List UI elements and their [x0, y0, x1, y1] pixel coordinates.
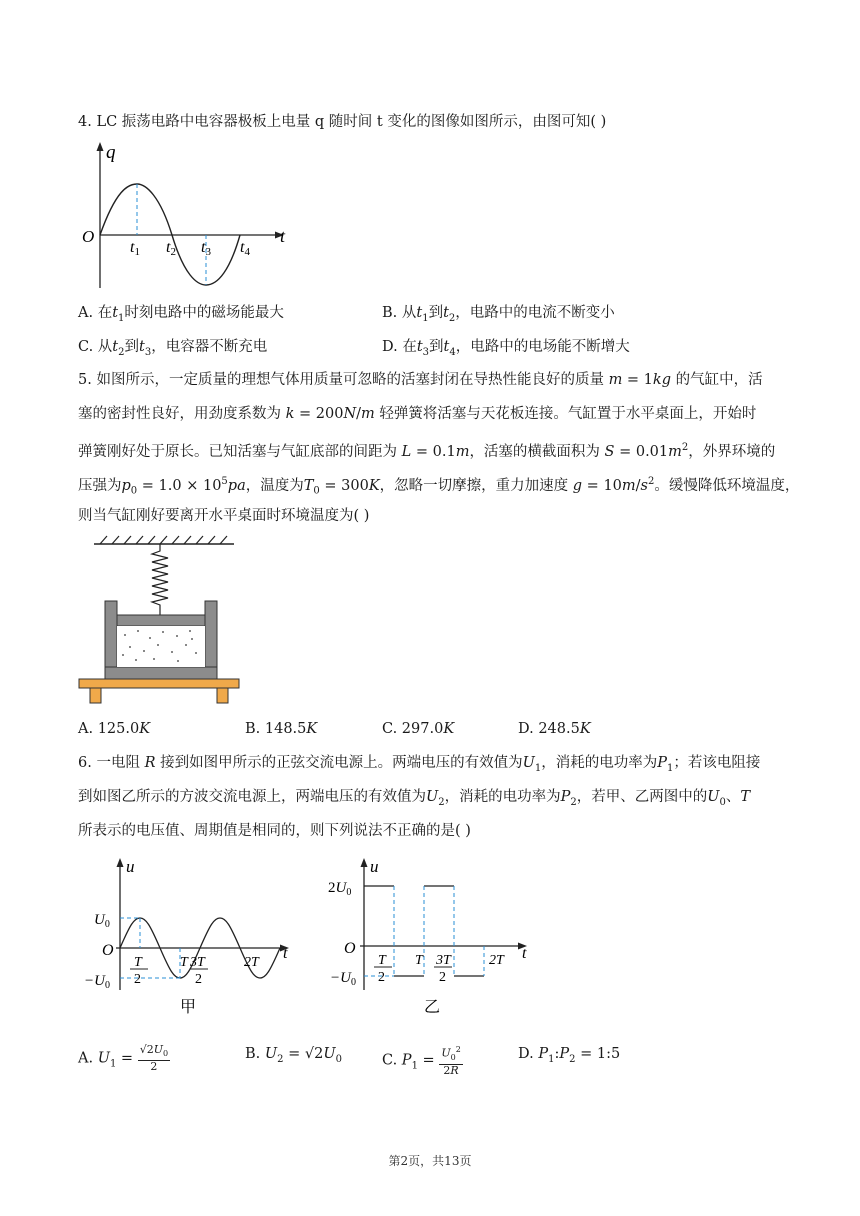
svg-text:U0: $U_0$ [94, 912, 110, 930]
svg-text:2T: 2T [489, 953, 504, 968]
q6-graph-yi [328, 850, 548, 1020]
q4-axis-t: t [280, 226, 286, 246]
q6-option-d: D. $P_1:P_2$ = 1:5 [518, 1046, 621, 1065]
svg-text:t: t [283, 945, 288, 962]
q6-line-1: 6. 一电阻 R 接到如图甲所示的正弦交流电源上。两端电压的有效值为$U_1$，消耗的电功率为$P_1$；若该电阻接 [78, 755, 761, 774]
q6-line-2: 到如图乙所示的方波交流电源上，两端电压的有效值为$U_2$，消耗的电功率为$P_2$，若甲、乙两图中的$U_0$、T [78, 789, 751, 808]
q6-caption-yi: 乙 [424, 999, 441, 1016]
q5-option-c: C. 297.0K [382, 721, 455, 737]
q5-line-1: 5. 如图所示，一定质量的理想气体用质量可忽略的活塞封闭在导热性能良好的质量 m = 1kg 的气缸中，活 [78, 372, 763, 388]
q4-origin: O [82, 227, 95, 246]
q6-option-b: B. $U_2 = √2U_0$ [245, 1046, 342, 1065]
svg-text:u: u [126, 857, 135, 876]
svg-text:2: 2 [195, 972, 202, 987]
q5-cylinder-diagram [78, 535, 243, 707]
svg-text:O: O [102, 942, 114, 959]
q4-t4: t4 [240, 239, 250, 258]
q6-option-a: A. $U_1$ = $\frac{√2U_0}{2}$ [78, 1043, 169, 1074]
svg-text:T: T [180, 955, 188, 970]
q5-option-d: D. 248.5K [518, 721, 591, 737]
q4-t2: t2 [166, 239, 176, 258]
svg-text:T: T [134, 955, 142, 970]
q5-option-a: A. 125.0K [78, 721, 151, 737]
q6-option-c: C. $P_1$ = $\frac{U_0^2}{2R}$ [382, 1045, 461, 1077]
q4-option-c: C. 从$t_2$到$t_3$，电容器不断充电 [78, 339, 268, 358]
q4-graph [80, 140, 300, 290]
page-footer: 第2页，共13页 [388, 1154, 472, 1168]
svg-text:2U0: $2U_0$ [328, 880, 352, 898]
q5-line-4: 压强为$p_0 = 1.0 \times 10^5pa$，温度为$T_0 = 300K$，忽略一切摩擦，重力加速度 $g = 10m/s^2$。缓慢降低环境温度， [78, 476, 800, 497]
q4-option-d: D. 在$t_3$到$t_4$，电路中的电场能不断增大 [382, 339, 630, 358]
q5-line-2: 塞的密封性良好，用劲度系数为 k = 200N/m 轻弹簧将活塞与天花板连接。气缸置于水平桌面上，开始时 [78, 406, 757, 422]
q6-line-3: 所表示的电压值、周期值是相同的，则下列说法不正确的是( ) [78, 823, 471, 839]
q5-line-5: 则当气缸刚好要离开水平桌面时环境温度为( ) [78, 508, 370, 524]
svg-text:T: T [378, 953, 386, 968]
q4-option-b: B. 从$t_1$到$t_2$，电路中的电流不断变小 [382, 305, 615, 324]
svg-text:3T: 3T [190, 955, 205, 970]
q4-axis-q: q [106, 142, 116, 163]
q4-stem: 4. LC 振荡电路中电容器极板上电量 q 随时间 t 变化的图像如图所示，由图可知( ) [78, 114, 607, 130]
q6-graph-jia [80, 850, 300, 1020]
svg-text:2: 2 [378, 970, 385, 985]
svg-text:−U0: $-U_0$ [330, 970, 356, 988]
q4-option-a: A. 在$t_1$时刻电路中的磁场能最大 [78, 305, 284, 324]
svg-text:−U0: $-U_0$ [84, 973, 110, 991]
svg-text:T: T [415, 953, 423, 968]
q5-line-3: 弹簧刚好处于原长。已知活塞与气缸底部的间距为 L = 0.1m，活塞的横截面积为 $S = 0.01m^2$，外界环境的 [78, 442, 776, 460]
svg-text:u: u [370, 857, 379, 876]
svg-text:2: 2 [439, 970, 446, 985]
svg-text:2T: 2T [244, 955, 259, 970]
svg-text:t: t [522, 945, 527, 962]
svg-text:O: O [344, 940, 356, 957]
q6-caption-jia: 甲 [180, 999, 197, 1016]
svg-text:3T: 3T [436, 953, 451, 968]
q4-t3: t3 [201, 239, 211, 258]
q4-t1: t1 [130, 239, 140, 258]
svg-text:2: 2 [134, 972, 141, 987]
q5-option-b: B. 148.5K [245, 721, 318, 737]
